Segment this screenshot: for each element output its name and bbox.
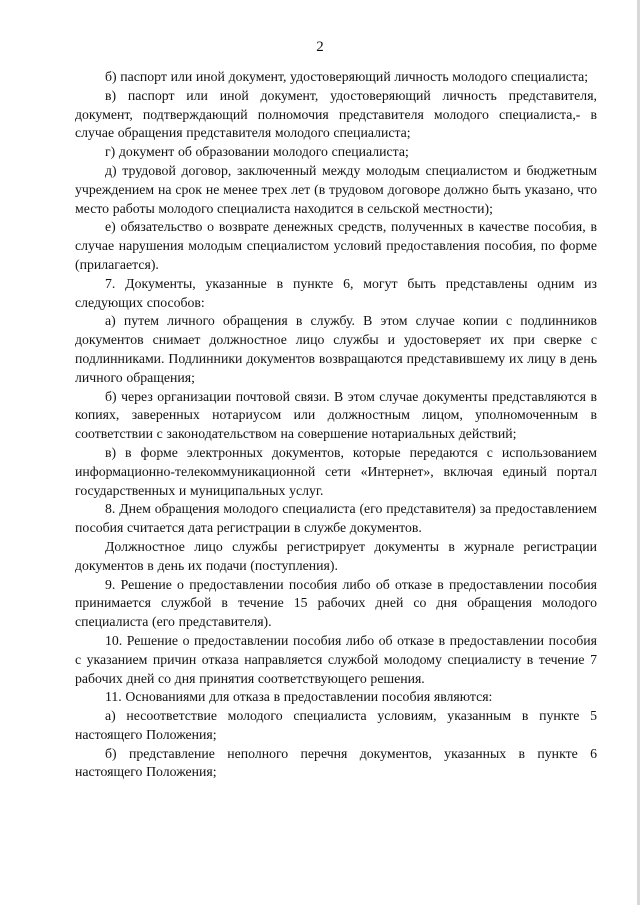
paragraph-item-b-passport: б) паспорт или иной документ, удостоверяющий личность молодого специалиста; (105, 69, 589, 84)
paragraph-clause-10: 10. Решение о предоставлении пособия либо об отказе в предоставлении пособия с указанием причин отказа направляется службой молодому специалисту в течение 7 рабочих дней со дня принятия соответствующего решения. (75, 632, 597, 686)
paragraph-refusal-a: а) несоответствие молодого специалиста условиям, указанным в пункте 5 настоящего Положения; (75, 708, 597, 742)
paragraph-item-v-representative: в) паспорт или иной документ, удостоверяющий личность представителя, документ, подтверждающий полномочия представителя молодого специалиста,- в случае обращения представителя молодого специалиста; (75, 87, 597, 141)
paragraph-method-a-personal: а) путем личного обращения в службу. В этом случае копии с подлинников документов снимает должностное лицо службы и удостоверяет их при сверке с подлинниками. Подлинники документов возвращаются представившему их лицу в день личного обращения; (75, 313, 597, 385)
paragraph-clause-7: 7. Документы, указанные в пункте 6, могут быть представлены одним из следующих способов: (75, 275, 597, 310)
document-body (75, 68, 597, 782)
paragraph-item-d-labor-contract: д) трудовой договор, заключенный между молодым специалистом и бюджетным учреждением на срок не менее трех лет (в трудовом договоре должно быть указано, что место работы молодого специалиста находится в сельской местности); (75, 162, 597, 216)
paragraph-clause-11: 11. Основаниями для отказа в предоставлении пособия являются: (105, 689, 493, 705)
paragraph-method-v-electronic: в) в форме электронных документов, которые передаются с использованием информационно-телекоммуникационной сети «Интернет», включая единый портал государственных и муниципальных услуг. (75, 444, 597, 498)
paragraph-item-e-obligation: е) обязательство о возврате денежных средств, полученных в качестве пособия, в случае нарушения молодым специалистом условий предоставления пособия, по форме (прилагается). (75, 219, 597, 272)
paragraph-clause-8: 8. Днем обращения молодого специалиста (его представителя) за предоставлением пособия считается дата регистрации в службе документов. (75, 501, 597, 536)
paragraph-refusal-b: б) представление неполного перечня документов, указанных в пункте 6 настоящего Положения; (75, 745, 597, 780)
paragraph-item-g-education: г) документ об образовании молодого специалиста; (105, 144, 409, 160)
page-number: 2 (316, 39, 324, 55)
paragraph-method-b-postal: б) через организации почтовой связи. В этом случае документы представляются в копиях, заверенных нотариусом или должностным лицом, уполномоченным в соответствии с законодательством на совершение нотариальных действий; (75, 388, 597, 442)
paragraph-clause-9: 9. Решение о предоставлении пособия либо об отказе в предоставлении пособия принимается службой в течение 15 рабочих дней со дня обращения молодого специалиста (его представителя). (75, 576, 597, 630)
paragraph-registration: Должностное лицо службы регистрирует документы в журнале регистрации документов в день их подачи (поступления). (75, 538, 597, 573)
